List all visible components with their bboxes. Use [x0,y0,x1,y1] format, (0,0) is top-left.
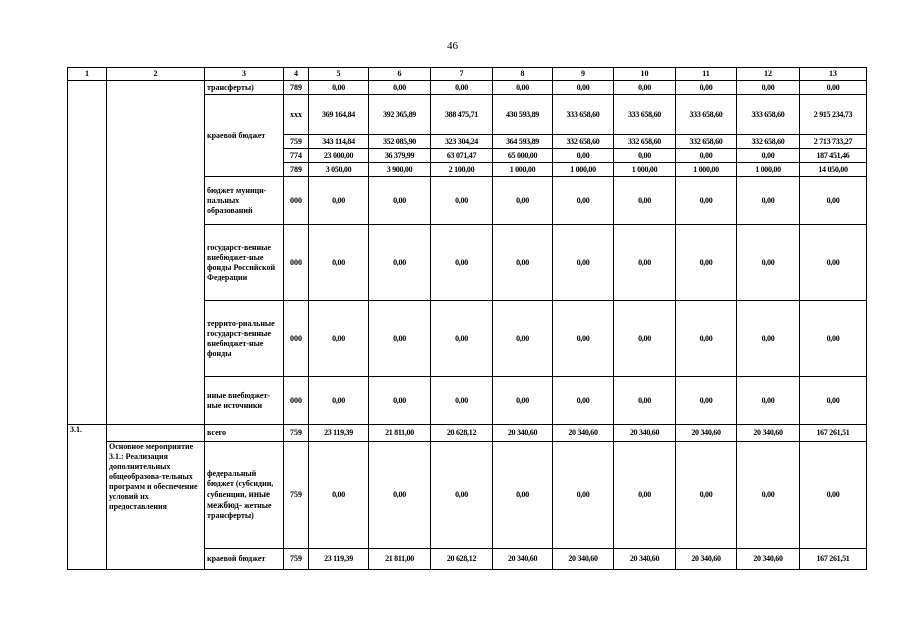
value-cell: 2 915 234,73 [800,95,867,135]
header-cell: 13 [800,68,867,81]
value-cell: 0,00 [676,377,737,425]
value-cell: 0,00 [431,301,493,377]
header-cell: 10 [614,68,676,81]
value-cell: 20 340,60 [614,549,676,570]
value-cell: 0,00 [800,225,867,301]
value-cell: 0,00 [737,81,800,95]
code-cell: 759 [284,135,309,149]
value-cell: 0,00 [676,301,737,377]
value-cell: 20 628,12 [431,549,493,570]
source-cell: государст-венные внебюджет-ные фонды Российской Федерации [205,225,284,301]
value-cell: 0,00 [800,301,867,377]
value-cell: 21 811,00 [369,549,431,570]
value-cell: 0,00 [553,442,614,549]
value-cell: 0,00 [309,81,369,95]
value-cell: 0,00 [493,177,553,225]
value-cell: 20 340,60 [614,425,676,442]
header-cell: 1 [68,68,107,81]
value-cell: 0,00 [309,442,369,549]
value-cell: 0,00 [800,81,867,95]
value-cell: 20 340,60 [676,425,737,442]
header-cell: 4 [284,68,309,81]
value-cell: 0,00 [737,301,800,377]
measure-title-spacer [107,425,205,442]
code-cell: ххх [284,95,309,135]
code-cell: 000 [284,377,309,425]
code-cell: 789 [284,81,309,95]
value-cell: 0,00 [676,81,737,95]
budget-table [67,67,867,570]
source-cell: краевой бюджет [205,95,284,177]
header-cell: 6 [369,68,431,81]
value-cell: 0,00 [309,301,369,377]
measure-cell-empty [107,81,205,425]
value-cell: 167 261,51 [800,549,867,570]
source-cell [205,442,284,549]
value-cell: 0,00 [614,301,676,377]
value-cell: 392 365,89 [369,95,431,135]
source-cell: бюджет муници-пальных образований [205,177,284,225]
value-cell: 0,00 [553,301,614,377]
value-cell: 3 900,00 [369,163,431,177]
value-cell: 0,00 [676,442,737,549]
value-cell: 0,00 [369,177,431,225]
code-cell: 789 [284,163,309,177]
value-cell: 0,00 [737,177,800,225]
value-cell: 3 050,00 [309,163,369,177]
source-text: федеральный бюджет (субсидии, субвенции, [207,469,274,499]
source-cell: всего [205,425,284,442]
value-cell: 1 000,00 [493,163,553,177]
value-cell: 20 628,12 [431,425,493,442]
value-cell: 332 658,60 [614,135,676,149]
value-cell: 20 340,60 [737,425,800,442]
source-text: иные межбюд- [207,489,271,510]
value-cell: 333 658,60 [676,95,737,135]
code-cell: 000 [284,225,309,301]
value-cell: 0,00 [800,177,867,225]
value-cell: 36 379,99 [369,149,431,163]
page-number: 46 [447,40,458,52]
measure-index: 3.1. [68,425,107,570]
code-cell: 759 [284,425,309,442]
value-cell: 388 475,71 [431,95,493,135]
value-cell: 1 000,00 [676,163,737,177]
value-cell: 0,00 [614,442,676,549]
value-cell: 0,00 [431,81,493,95]
value-cell: 0,00 [737,442,800,549]
header-cell: 2 [107,68,205,81]
value-cell: 0,00 [309,177,369,225]
value-cell: 1 000,00 [737,163,800,177]
value-cell: 0,00 [800,442,867,549]
value-cell: 0,00 [493,81,553,95]
value-cell: 0,00 [369,301,431,377]
value-cell: 332 658,60 [553,135,614,149]
value-cell: 0,00 [309,377,369,425]
value-cell: 20 340,60 [553,425,614,442]
value-cell: 0,00 [553,377,614,425]
value-cell: 0,00 [493,377,553,425]
value-cell: 2 100,00 [431,163,493,177]
value-cell: 0,00 [614,149,676,163]
header-cell: 12 [737,68,800,81]
index-cell-empty [68,81,107,425]
value-cell: 1 000,00 [614,163,676,177]
source-cell: трансферты) [205,81,284,95]
value-cell: 369 164,84 [309,95,369,135]
header-cell: 9 [553,68,614,81]
value-cell: 0,00 [614,81,676,95]
value-cell: 0,00 [676,149,737,163]
value-cell: 333 658,60 [614,95,676,135]
value-cell: 0,00 [369,81,431,95]
value-cell: 364 593,89 [493,135,553,149]
value-cell: 23 000,00 [309,149,369,163]
value-cell: 23 119,39 [309,549,369,570]
header-row [68,68,867,81]
source-text: жетные трансферты) [207,501,272,520]
value-cell: 0,00 [737,377,800,425]
value-cell: 333 658,60 [737,95,800,135]
value-cell: 323 304,24 [431,135,493,149]
value-cell: 0,00 [493,301,553,377]
value-cell: 332 658,60 [676,135,737,149]
value-cell: 0,00 [676,177,737,225]
value-cell: 0,00 [614,177,676,225]
value-cell: 0,00 [553,81,614,95]
value-cell: 0,00 [369,377,431,425]
value-cell: 333 658,60 [553,95,614,135]
value-cell: 0,00 [309,225,369,301]
value-cell: 63 071,47 [431,149,493,163]
value-cell: 0,00 [493,225,553,301]
value-cell: 187 451,46 [800,149,867,163]
value-cell: 0,00 [431,442,493,549]
value-cell: 0,00 [553,225,614,301]
header-cell: 8 [493,68,553,81]
code-cell: 759 [284,442,309,549]
header-cell: 5 [309,68,369,81]
value-cell: 332 658,60 [737,135,800,149]
header-cell: 11 [676,68,737,81]
value-cell: 0,00 [737,149,800,163]
source-cell: иные внебюджет-ные источники [205,377,284,425]
value-cell: 20 340,60 [737,549,800,570]
table-row [68,425,867,442]
value-cell: 0,00 [800,377,867,425]
value-cell: 0,00 [614,377,676,425]
value-cell: 0,00 [553,177,614,225]
value-cell: 352 085,90 [369,135,431,149]
source-cell: краевой бюджет [205,549,284,570]
value-cell: 0,00 [737,225,800,301]
value-cell: 0,00 [431,377,493,425]
table-row [68,81,867,95]
value-cell: 343 114,84 [309,135,369,149]
value-cell: 0,00 [369,442,431,549]
header-cell: 3 [205,68,284,81]
value-cell: 0,00 [431,225,493,301]
value-cell: 0,00 [493,442,553,549]
value-cell: 0,00 [676,225,737,301]
table-row [68,442,867,549]
value-cell: 1 000,00 [553,163,614,177]
value-cell: 430 593,89 [493,95,553,135]
value-cell: 20 340,60 [676,549,737,570]
header-cell: 7 [431,68,493,81]
measure-title: Основное мероприятие 3.1.: Реализация дополнительных общеобразова-тельных программ и обеспечение условий их предоставления [107,442,205,570]
value-cell: 0,00 [431,177,493,225]
code-cell: 759 [284,549,309,570]
value-cell: 2 713 733,27 [800,135,867,149]
source-cell: террито-риальные государст-венные внебюджет-ные фонды [205,301,284,377]
code-cell: 774 [284,149,309,163]
value-cell: 20 340,60 [493,425,553,442]
value-cell: 0,00 [553,149,614,163]
value-cell: 14 050,00 [800,163,867,177]
value-cell: 20 340,60 [553,549,614,570]
value-cell: 167 261,51 [800,425,867,442]
value-cell: 23 119,39 [309,425,369,442]
code-cell: 000 [284,177,309,225]
value-cell: 0,00 [614,225,676,301]
value-cell: 21 811,00 [369,425,431,442]
value-cell: 20 340,60 [493,549,553,570]
code-cell: 000 [284,301,309,377]
value-cell: 65 000,00 [493,149,553,163]
value-cell: 0,00 [369,225,431,301]
